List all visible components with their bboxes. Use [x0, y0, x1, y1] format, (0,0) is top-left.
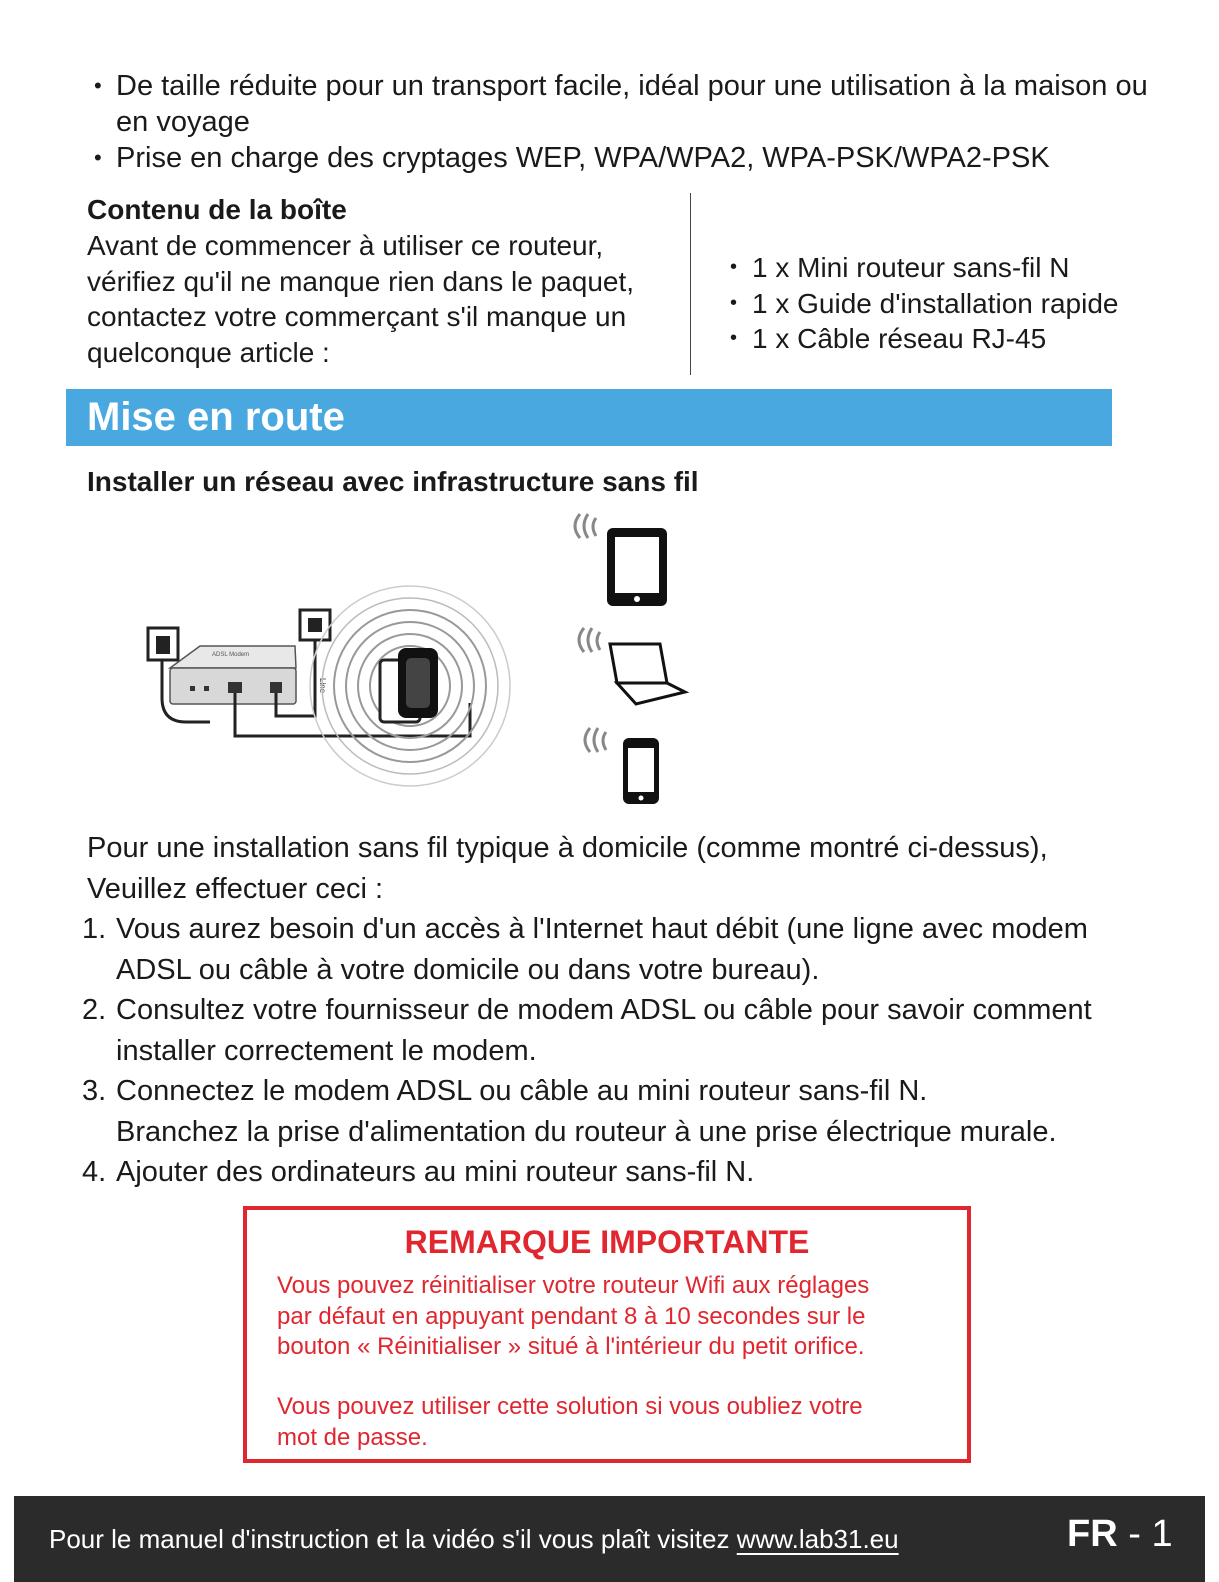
step-text: Branchez la prise d'alimentation du routeur à une prise électrique murale.: [116, 1115, 1057, 1148]
list-item: [82, 990, 1182, 1071]
line-label: Line: [318, 678, 327, 694]
step-number: 4.: [82, 1156, 107, 1188]
list-item: • 1 x Mini routeur sans-fil N: [730, 250, 1118, 286]
step-number: 1.: [82, 913, 107, 945]
page-separator: -: [1117, 1513, 1152, 1555]
section-title: Mise en route: [87, 395, 345, 439]
intro-line: Pour une installation sans fil typique à domicile (comme montré ci-dessus),: [87, 832, 1048, 864]
language-code: FR: [1067, 1513, 1118, 1555]
list-item: • 1 x Câble réseau RJ-45: [730, 321, 1118, 357]
notice-line: Vous pouvez utiliser cette solution si vous oubliez votre: [277, 1393, 863, 1420]
notice-line: Vous pouvez réinitialiser votre routeur Wifi aux réglages: [277, 1272, 870, 1299]
notice-paragraph: [277, 1392, 957, 1453]
smartphone-icon: [623, 738, 659, 804]
notice-line: bouton « Réinitialiser » situé à l'intérieur du petit orifice.: [277, 1333, 865, 1360]
step-number: 3.: [82, 1075, 107, 1107]
step-text: Consultez votre fournisseur de modem ADSL ou câble pour savoir comment: [116, 994, 1092, 1026]
feature-list: [88, 68, 1168, 176]
notice-line: par défaut en appuyant pendant 8 à 10 secondes sur le: [277, 1302, 866, 1330]
box-contents-title: Contenu de la boîte: [87, 194, 347, 225]
list-item: [82, 1152, 1182, 1193]
box-contents-description: [87, 192, 677, 370]
step-text: ADSL ou câble à votre domicile ou dans votre bureau).: [116, 953, 820, 986]
footer-url-link[interactable]: www.lab31.eu: [736, 1524, 899, 1554]
box-contents-list: [730, 250, 1118, 357]
list-item: • 1 x Guide d'installation rapide: [730, 286, 1118, 322]
step-text: Ajouter des ordinateurs au mini routeur sans-fil N.: [116, 1156, 755, 1188]
laptop-icon: [610, 644, 685, 704]
network-diagram: [140, 498, 720, 818]
page-number-value: 1: [1151, 1513, 1173, 1555]
list-item: • Prise en charge des cryptages WEP, WPA/WPA2, WPA-PSK/WPA2-PSK: [88, 140, 1168, 176]
step-number: 2.: [82, 994, 107, 1026]
notice-title: REMARQUE IMPORTANTE: [404, 1224, 810, 1260]
list-item: • De taille réduite pour un transport facile, idéal pour une utilisation à la maison ou en voyage: [88, 68, 1168, 140]
instructions-intro: [87, 828, 1177, 909]
notice-line: mot de passe.: [277, 1423, 428, 1451]
wifi-signal-icon: [585, 728, 606, 752]
wifi-signal-icon: [575, 514, 596, 538]
list-item: [82, 909, 1182, 990]
intro-line: Veuillez effectuer ceci :: [87, 872, 384, 905]
footer-text: [49, 1521, 899, 1557]
modem-label: ADSL Modem: [212, 652, 250, 658]
tablet-icon: [607, 528, 667, 606]
list-item: [82, 1071, 1182, 1152]
page-number: [1067, 1512, 1173, 1556]
divider: [690, 193, 691, 375]
box-contents-text: Avant de commencer à utiliser ce routeur, vérifiez qu'il ne manque rien dans le paquet, contactez votre commerçant s'il manque un quelconque article :: [87, 230, 635, 368]
section-subtitle: Installer un réseau avec infrastructure sans fil: [87, 466, 699, 497]
instructions-steps: [82, 909, 1182, 1193]
wifi-signal-icon: [579, 628, 600, 652]
footer-caption: Pour le manuel d'instruction et la vidéo s'il vous plaît visitez: [49, 1524, 737, 1554]
mini-router-icon: [380, 648, 438, 722]
step-text: installer correctement le modem.: [116, 1034, 537, 1067]
notice-paragraph: [277, 1271, 957, 1363]
wall-jack-icon: [300, 610, 330, 640]
step-text: Vous aurez besoin d'un accès à l'Internet haut débit (une ligne avec modem: [116, 913, 1088, 945]
step-text: Connectez le modem ADSL ou câble au mini routeur sans-fil N.: [116, 1075, 928, 1107]
